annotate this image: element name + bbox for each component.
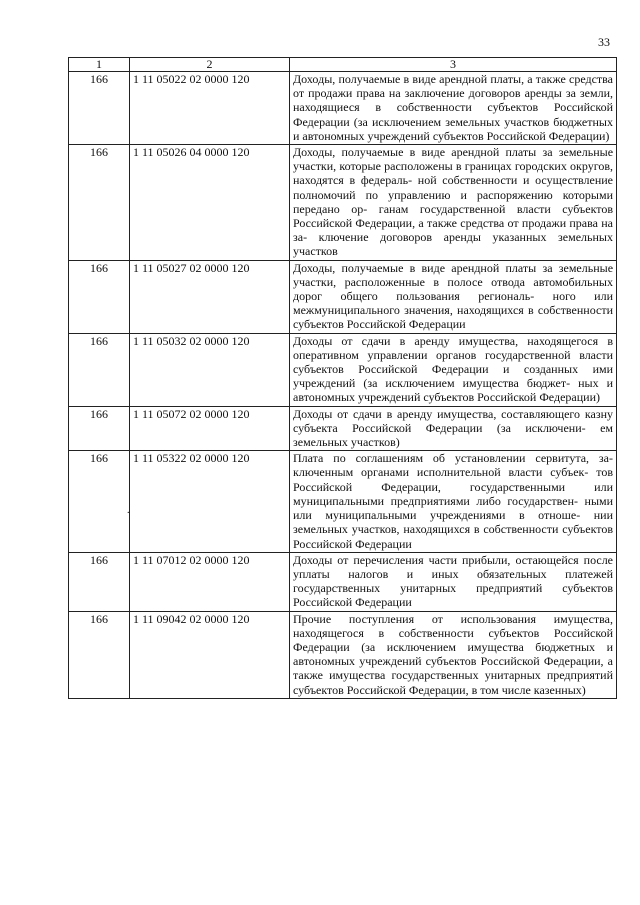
- description-line: и автономных учреждений субъектов Российской: [293, 639, 614, 669]
- stray-mark: .: [127, 505, 130, 516]
- description-line: Российской Федерации: [293, 595, 412, 610]
- description-cell: [290, 333, 617, 406]
- description-line: в границах городских округов, находятся в федераль-: [293, 159, 613, 188]
- page-number: 33: [598, 35, 610, 49]
- description-line: Федерации, в том числе казенных): [408, 682, 586, 697]
- description-line: субъектов Российской Федерации (за исключением: [293, 100, 613, 129]
- table-row: [69, 451, 617, 552]
- description-line: за земельные участки, которые расположены: [293, 145, 614, 174]
- description-line: ими учреждений (за исключением имущества бюджет-: [293, 362, 614, 391]
- description-line: муниципальными предприятиями либо государствен-: [293, 493, 579, 508]
- description-line: находящегося в собственности субъектов Российской: [293, 625, 613, 640]
- description-line: ганам государственной власти субъектов Российской: [293, 201, 614, 231]
- table-row: [69, 145, 617, 261]
- description-line: ключение договоров аренды указанных земельных: [318, 230, 613, 245]
- description-line: управлению и распоряжению которыми передано ор-: [293, 187, 613, 216]
- description-cell: [290, 406, 617, 451]
- table-header-row: [69, 58, 617, 72]
- budget-code-cell: 1 11 05022 02 0000 120: [130, 72, 290, 145]
- admin-code-cell: 166: [69, 72, 130, 145]
- column-header-3: 3: [290, 58, 617, 72]
- table-row: [69, 552, 617, 611]
- description-line: в собственности субъектов Российской Федерации: [293, 303, 613, 332]
- description-line: ной собственности и осуществление полномочий по: [293, 173, 613, 202]
- budget-code-cell: 1 11 05072 02 0000 120: [130, 406, 290, 451]
- description-line: ными или муниципальными учреждениями в отноше-: [293, 493, 614, 523]
- description-line: Федерации, а также средства от продажи права на за-: [293, 216, 613, 245]
- description-cell: [290, 260, 617, 333]
- description-line: Плата по соглашениям об установлении сервитута, за-: [293, 451, 613, 466]
- table-row: [69, 72, 617, 145]
- description-cell: [290, 451, 617, 552]
- description-line: тов Российской Федерации, государственными или: [293, 465, 614, 494]
- admin-code-cell: 166: [69, 333, 130, 406]
- description-line: государственных унитарных предприятий субъектов: [293, 581, 613, 596]
- description-line: Доходы от сдачи в аренду имущества, составляющего: [293, 406, 581, 421]
- description-line: после уплаты налогов и иных обязательных платежей: [293, 552, 614, 581]
- budget-code-cell: 1 11 05032 02 0000 120: [130, 333, 290, 406]
- admin-code-cell: 166: [69, 611, 130, 698]
- column-header-1: 1: [69, 58, 130, 72]
- description-line: средства от продажи права на заключение договоров: [293, 72, 614, 101]
- description-line: Федерации, а также имущества государственных: [293, 654, 614, 683]
- budget-code-table: [68, 57, 617, 699]
- description-line: власти субъектов Российской Федерации и созданных: [293, 347, 614, 377]
- description-line: учреждений субъектов Российской Федерации): [367, 128, 610, 143]
- description-line: Прочие поступления от использования имущества,: [293, 611, 613, 626]
- description-line: ных и автономных учреждений субъектов Российской: [293, 376, 614, 405]
- description-cell: [290, 145, 617, 261]
- admin-code-cell: 166: [69, 552, 130, 611]
- description-line: Доходы, получаемые в виде арендной платы: [293, 260, 537, 275]
- description-line: нии земельных участков, находящихся в собственности: [293, 508, 613, 537]
- description-line: ного или межмуниципального значения, находящихся: [293, 289, 613, 318]
- description-line: ключенным органами исполнительной власти субъек-: [293, 465, 589, 480]
- description-cell: [290, 611, 617, 698]
- table-row: [69, 333, 617, 406]
- table-row: [69, 611, 617, 698]
- description-line: субъектов Российской Федерации: [293, 522, 614, 551]
- description-line: Доходы от перечисления части прибыли, остающейся: [293, 552, 579, 567]
- budget-code-cell: 1 11 05026 04 0000 120: [130, 145, 290, 261]
- description-line: земельных участков бюджетных и автономных: [293, 114, 613, 143]
- description-line: аренды за земли, находящиеся в собственности: [293, 86, 613, 115]
- description-line: за земельные участки, расположенные в полосе отвода: [293, 260, 614, 289]
- budget-code-cell: 1 11 07012 02 0000 120: [130, 552, 290, 611]
- description-line: казну субъекта Российской Федерации (за исключени-: [293, 406, 614, 435]
- admin-code-cell: 166: [69, 145, 130, 261]
- table-row: [69, 406, 617, 451]
- description-line: Доходы от сдачи в аренду имущества, находящегося: [293, 333, 599, 348]
- budget-code-cell: 1 11 09042 02 0000 120: [130, 611, 290, 698]
- description-line: автомобильных дорог общего пользования региональ-: [293, 274, 613, 304]
- admin-code-cell: 166: [69, 406, 130, 451]
- admin-code-cell: 166: [69, 451, 130, 552]
- description-line: ем земельных участков): [293, 420, 613, 450]
- description-line: Федерации): [539, 390, 600, 405]
- description-line: Доходы, получаемые в виде арендной платы, а также: [293, 72, 566, 86]
- description-line: унитарных предприятий субъектов Российской: [293, 668, 613, 697]
- column-header-2: 2: [130, 58, 290, 72]
- description-line: в оперативном управлении органов государственной: [293, 333, 614, 362]
- description-cell: [290, 552, 617, 611]
- table-row: [69, 260, 617, 333]
- description-line: Федерации (за исключением имущества бюджетных: [293, 639, 596, 654]
- description-line: Доходы, получаемые в виде арендной платы: [293, 145, 537, 160]
- description-line: участков: [293, 244, 338, 259]
- budget-code-cell: 1 11 05322 02 0000 120: [130, 451, 290, 552]
- budget-code-cell: 1 11 05027 02 0000 120: [130, 260, 290, 333]
- description-cell: [290, 72, 617, 145]
- admin-code-cell: 166: [69, 260, 130, 333]
